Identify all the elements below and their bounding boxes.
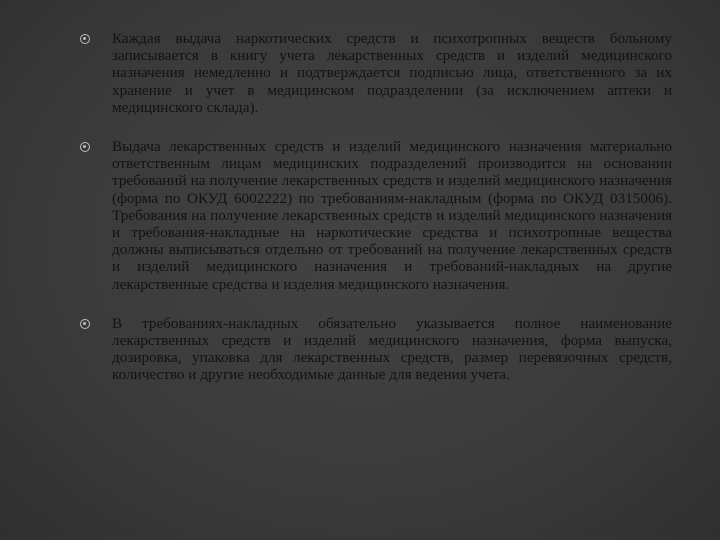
bullet-text: Каждая выдача наркотических средств и психотропных веществ больному записывается в книгу учета лекарственных средств и изделий медицинского назначения немедленно и подтверждается подписью лица, ответственного за их хранение и учет в медицинском подразделении (за исключением аптеки и медицинского склада). xyxy=(112,30,672,116)
bullet-text: Выдача лекарственных средств и изделий медицинского назначения материально ответственным лицам медицинских подразделений производится на основании требований на получение лекарственных средств и изделий медицинского назначения (форма по ОКУД 6002222) по требованиям-накладным (форма по ОКУД 0315006). Требования на получение лекарственных средств и изделий медицинского назначения и требования-накладные на наркотические средства и психотропные вещества должны выписываться отдельно от требований на получение лекарственных средств и изделий медицинского назначения и требований-накладных на другие лекарственные средства и изделия медицинского назначения. xyxy=(112,138,672,293)
circle-bullet-icon xyxy=(80,319,90,329)
bullet-text: В требованиях-накладных обязательно указывается полное наименование лекарственных средств и изделий медицинского назначения, форма выпуска, дозировка, упаковка для лекарственных средств, размер перевязочных средств, количество и другие необходимые данные для ведения учета. xyxy=(112,314,672,384)
bullet-item-3 xyxy=(80,315,672,384)
circle-bullet-icon xyxy=(80,142,90,152)
bullet-item-1 xyxy=(80,30,672,116)
bullet-list xyxy=(80,30,672,406)
bullet-item-2 xyxy=(80,138,672,293)
circle-bullet-icon xyxy=(80,34,90,44)
